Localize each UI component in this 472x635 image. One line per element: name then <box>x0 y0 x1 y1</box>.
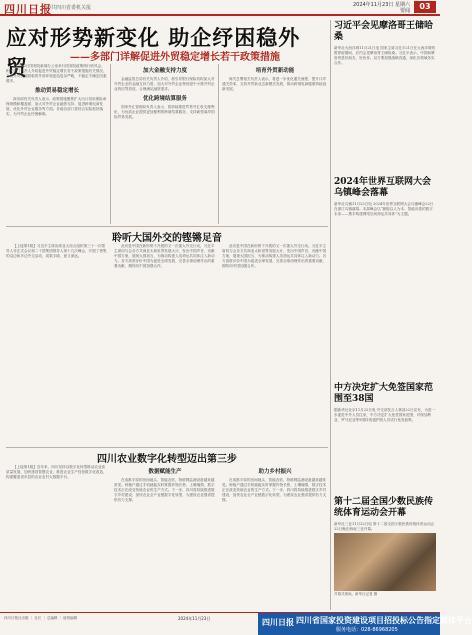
footer-date: 2024年11月23日 <box>178 616 211 621</box>
lead-subhead-4: 培育外贸新动能 <box>255 68 295 74</box>
lead-body-2: 金融监管总局有关负责人介绍，将引导银行保险机构加大对外贸企业的金融支持力度，加大对外贸企业特别是中小微外贸企业的信贷投放，合理满足融资需求。 <box>114 77 215 91</box>
story3-title: 四川农业数字化转型迈出第三步 <box>97 454 237 465</box>
column-divider <box>218 64 219 224</box>
story3-column-2 <box>114 465 216 609</box>
story3-subhead-2: 助力乡村振兴 <box>258 469 292 475</box>
issue-meta <box>353 2 410 14</box>
story3-lead: 【上接第1版】近年来，四川坚持以数字化转型推动农业高质量发展，加快建设智慧农业，推进农业生产经营数字化改造，构建覆盖省市县的农业农村大数据平台。 <box>6 465 107 479</box>
footer-credits: 四川日报社出版 ｜ 社长 ｜ 总编辑 ｜ 值班编辑 <box>4 616 78 620</box>
lead-headline: 应对形势新变化 助企纾困稳外贸 <box>6 25 301 80</box>
lead-column-2 <box>114 64 216 224</box>
section-divider <box>6 226 328 227</box>
story3-body: 在成都平原的田间地头，智能农机、物联网监测设备越来越常见。种植户通过手机就能实时掌握作物长势、土壤墒情，数字技术正在改变传统农业的生产方式。下一步，四川将持续推进数字乡村建设，加快农业全产业链数字化转型，为建设农业强省提供有力支撑。 <box>114 478 215 502</box>
lead-body-3: 国家外汇管理局负责人表示，将持续推进贸易外汇收支便利化，为优质企业提供更加便利的跨境结算服务，支持新型离岸国际贸易发展。 <box>114 105 215 119</box>
section-divider <box>6 447 328 448</box>
news-photo <box>334 533 436 591</box>
lead-body-1: 商务部有关负责人表示，政策措施聚焦扩大出口信用保险承保规模和覆盖面、加大对外贸企业融资支持、促进跨境电商发展、优化外贸企业服务等方面。各地各部门将结合实际抓好落实，为外贸企业纾困解难。 <box>6 97 107 116</box>
story3-column-3 <box>222 465 328 609</box>
right-title-4: 第十二届全国少数民族传统体育运动会开幕 <box>334 497 434 518</box>
lead-column-1 <box>6 64 108 224</box>
right-body-1: 新华社大西洋城11月21日电 国家主席习近平21日在大西洋城短暂停留期间，应约会见摩洛哥王储哈桑。习近平表示，中国和摩洛哥是好朋友、好伙伴。双方要加强战略沟通，深化各领域务实合作。 <box>334 46 436 65</box>
lead-column-3 <box>222 64 328 224</box>
edition-name: 要闻 <box>399 8 410 14</box>
story2-lead: 【上接第1版】习近平主席出席亚太经合组织第三十一次领导人非正式会议和二十国集团领导人第十九次峰会，开展了密集的双边和多边外交活动，成果丰硕，意义深远。 <box>6 244 107 258</box>
lead-subhead-1: 推动贸易稳定增长 <box>34 88 79 94</box>
right-body-4: 新华社三亚11月22日电 第十二届全国少数民族传统体育运动会22日晚在海南三亚开幕。 <box>334 522 435 531</box>
lead-subhead-2: 加大金融支持力度 <box>142 68 187 74</box>
ad-logo: 四川日报 <box>262 617 294 627</box>
lead-intro: 11月22日国务院新闻办公室举行国务院政策例行吹风会，相关部门负责人介绍促进外贸稳定增长若干政策措施有关情况。当前外贸发展面临的外部环境更趋复杂严峻，不稳定不确定因素增多。 <box>6 64 107 83</box>
right-body-2: 新华社乌镇11月22日电 2024年世界互联网大会乌镇峰会22日在浙江乌镇落幕。本届峰会以“拥抱以人为本、智能向善的数字未来——携手构建网络空间命运共同体”为主题。 <box>334 202 434 216</box>
masthead: 四川日报 <box>4 3 52 16</box>
photo-caption: 开幕式现场。新华社记者 摄 <box>334 592 378 596</box>
lead-subhead-3: 优化跨境结算服务 <box>142 96 187 102</box>
page-number-badge: 03 <box>414 1 436 13</box>
masthead-subtitle: 中共四川省委机关报 <box>46 5 92 11</box>
right-title-3: 中方决定扩大免签国家范围至38国 <box>334 383 434 404</box>
ad-service-phone: 服务电话：028-86968205 <box>336 627 398 633</box>
column-divider <box>110 64 111 224</box>
lead-subhead: ——多部门详解促进外贸稳定增长若干政策措施 <box>70 52 280 63</box>
story3-column-1 <box>6 465 108 609</box>
ad-headline: 四川省国家投资建设项目招投标公告指定媒体平台 <box>296 615 472 625</box>
lead-body-4: 海关总署相关负责人表示，将进一步优化通关流程，提升口岸通关效率，支持外贸新业态新模式发展，推动跨境电商健康持续创新发展。 <box>222 77 327 91</box>
story2-title: 聆听大国外交的铿锵足音 <box>112 233 222 244</box>
issue-date: 2024年11月23日 星期六 <box>352 2 410 8</box>
story2-column-2 <box>114 244 216 444</box>
story2-column-1 <box>6 244 108 444</box>
right-body-3: 据新华社北京11月22日电 外交部发言人林剑22日宣布，为进一步促进中外人员往来，中方决定扩大免签国家范围，对保加利亚、罗马尼亚等9国持普通护照人员试行免签政策。 <box>334 408 436 422</box>
story2-body-cont: 此访是中国在新形势下开展的又一次重大外交行动。习近平主席同与会各方共商亚太和世界发展大计，发出中国声音，贡献中国方案，展现大国担当，为推动构建人类命运共同体注入新动力。各方高度评价中国为促进全球发展、完善全球治理作出的重要贡献，期待同中国加强合作。 <box>222 244 327 268</box>
right-title-2: 2024年世界互联网大会乌镇峰会落幕 <box>334 177 432 198</box>
story3-body-cont: 在成都平原的田间地头，智能农机、物联网监测设备越来越常见。种植户通过手机就能实时掌握作物长势、土壤墒情，数字技术正在改变传统农业的生产方式。下一步，四川将持续推进数字乡村建设，加快农业全产业链数字化转型，为建设农业强省提供有力支撑。 <box>222 478 327 502</box>
right-column <box>334 18 436 578</box>
story2-column-3 <box>222 244 328 444</box>
story3-subhead: 数据赋能生产 <box>148 469 182 475</box>
right-title-1: 习近平会见摩洛哥王储哈桑 <box>334 21 434 42</box>
story2-body: 此访是中国在新形势下开展的又一次重大外交行动。习近平主席同与会各方共商亚太和世界发展大计，发出中国声音，贡献中国方案，展现大国担当，为推动构建人类命运共同体注入新动力。各方高度评价中国为促进全球发展、完善全球治理作出的重要贡献，期待同中国加强合作。 <box>114 244 215 268</box>
right-column-divider <box>330 20 331 610</box>
